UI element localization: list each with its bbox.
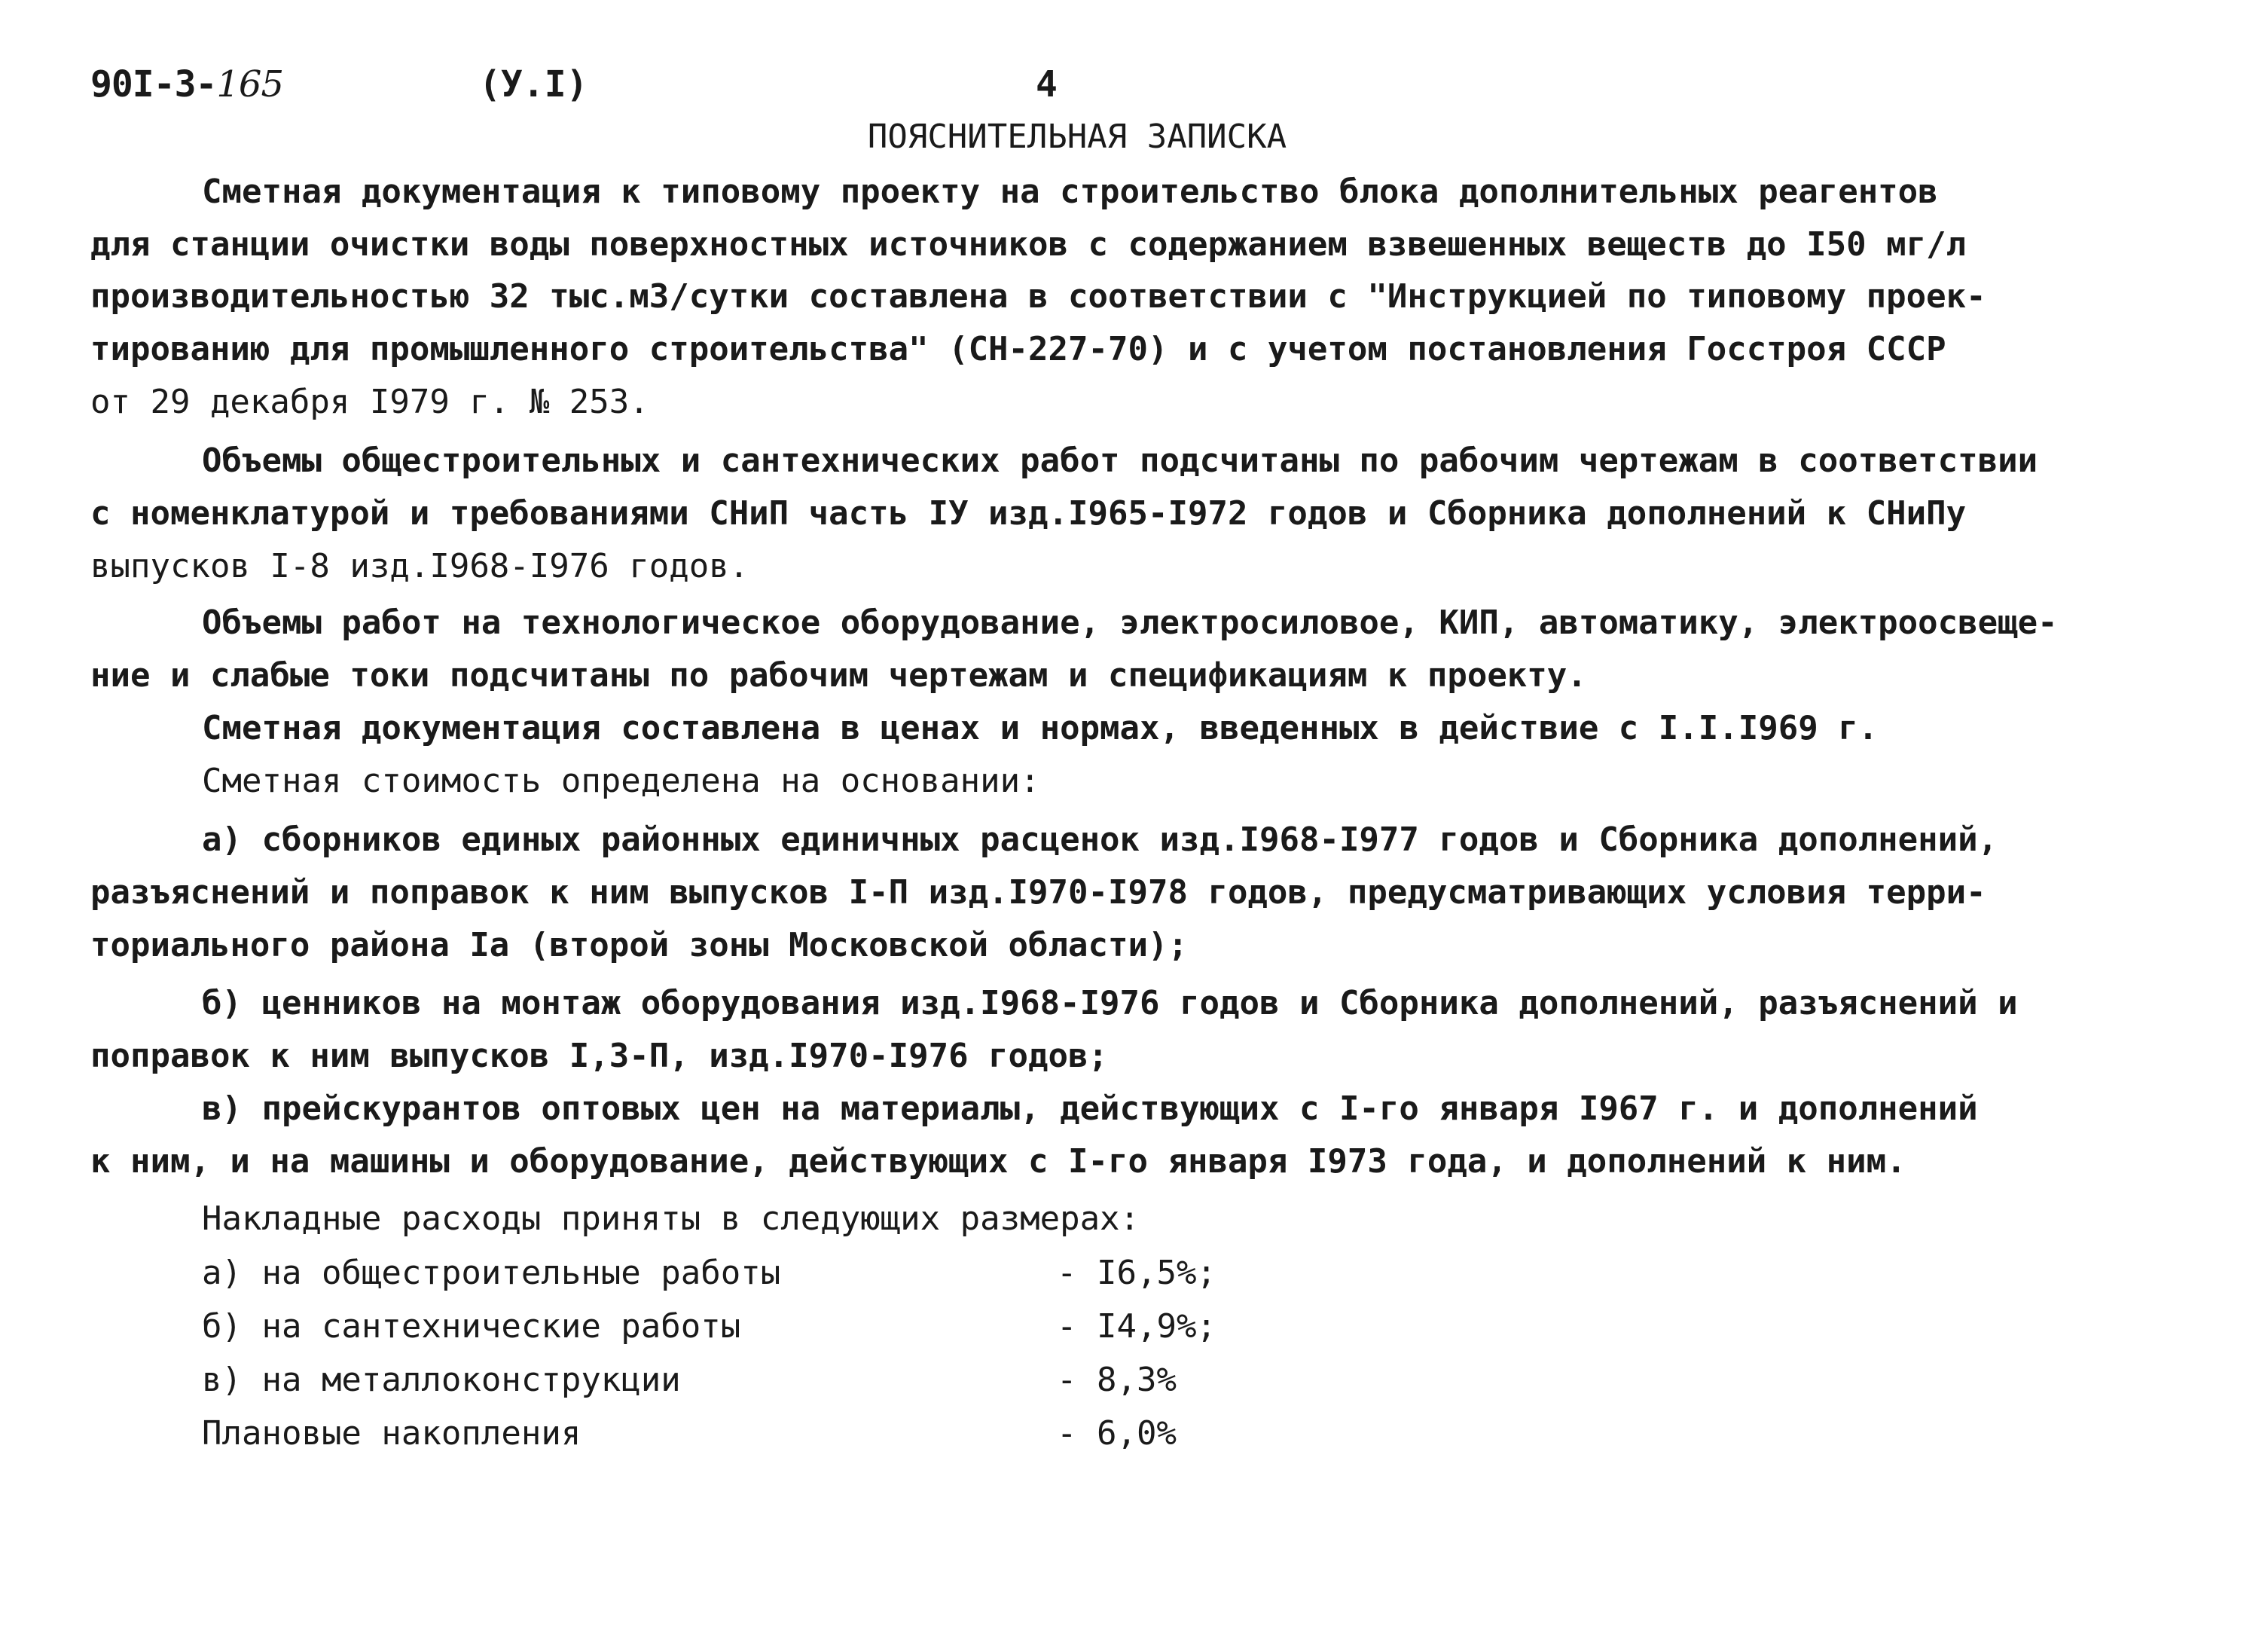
rate-label: а) на общестроительные работы <box>202 1254 781 1292</box>
text-line: для станции очистки воды поверхностных источников с содержанием взвешенных веществ до I50 мг/л <box>90 225 1967 264</box>
text-line: Объемы общестроительных и сантехнических работ подсчитаны по рабочим чертежам в соответствии <box>202 442 2038 480</box>
rate-label: Плановые накопления <box>202 1414 581 1453</box>
document-code <box>90 62 283 107</box>
text-line: ние и слабые токи подсчитаны по рабочим чертежам и спецификациям к проекту. <box>90 656 1587 695</box>
document-code-number: 165 <box>216 63 284 105</box>
rate-value: - I4,9%; <box>1057 1307 1216 1346</box>
rate-value: - 8,3% <box>1057 1361 1177 1399</box>
text-line: Сметная документация составлена в ценах и нормах, введенных в действие с I.I.I969 г. <box>202 709 1879 747</box>
page-title: ПОЯСНИТЕЛЬНАЯ ЗАПИСКА <box>867 118 1287 156</box>
document-code-prefix: 90I-3- <box>90 63 217 105</box>
text-line: к ним, и на машины и оборудование, действующих с I-го января I973 года, и дополнений к ним. <box>90 1142 1906 1181</box>
rate-value: - 6,0% <box>1057 1414 1177 1453</box>
rate-value: - I6,5%; <box>1057 1254 1216 1292</box>
rate-label: в) на металлоконструкции <box>202 1361 681 1399</box>
page-number: 4 <box>1036 63 1058 105</box>
text-line: производительностью 32 тыс.м3/сутки составлена в соответствии с "Инструкцией по типовому проек- <box>90 277 1986 316</box>
text-line: поправок к ним выпусков I,3-П, изд.I970-I976 годов; <box>90 1037 1109 1075</box>
text-line: Объемы работ на технологическое оборудование, электросиловое, КИП, автоматику, электроосвеще- <box>202 603 2058 642</box>
rate-label: б) на сантехнические работы <box>202 1307 741 1346</box>
document-mark: (У.I) <box>479 63 588 105</box>
text-line: ториального района Iа (второй зоны Московской области); <box>90 926 1188 964</box>
text-line: с номенклатурой и требованиями СНиП часть IУ изд.I965-I972 годов и Сборника дополнений к СНиПу <box>90 494 1967 533</box>
text-line: Накладные расходы приняты в следующих размерах: <box>202 1199 1140 1238</box>
text-line: выпусков I-8 изд.I968-I976 годов. <box>90 547 749 585</box>
text-line: б) ценников на монтаж оборудования изд.I968-I976 годов и Сборника дополнений, разъяснений и <box>202 984 2018 1022</box>
text-line: в) прейскурантов оптовых цен на материалы, действующих с I-го января I967 г. и дополнений <box>202 1089 1978 1128</box>
text-line: разъяснений и поправок к ним выпусков I-П изд.I970-I978 годов, предусматривающих условия терри- <box>90 873 1986 912</box>
text-line: тированию для промышленного строительства" (СН-227-70) и с учетом постановления Госстроя СССР <box>90 330 1946 368</box>
text-line: от 29 декабря I979 г. № 253. <box>90 383 649 421</box>
text-line: Сметная стоимость определена на основании: <box>202 762 1040 800</box>
text-line: а) сборников единых районных единичных расценок изд.I968-I977 годов и Сборника дополнений, <box>202 820 1998 859</box>
text-line: Сметная документация к типовому проекту на строительство блока дополнительных реагентов <box>202 173 1938 211</box>
